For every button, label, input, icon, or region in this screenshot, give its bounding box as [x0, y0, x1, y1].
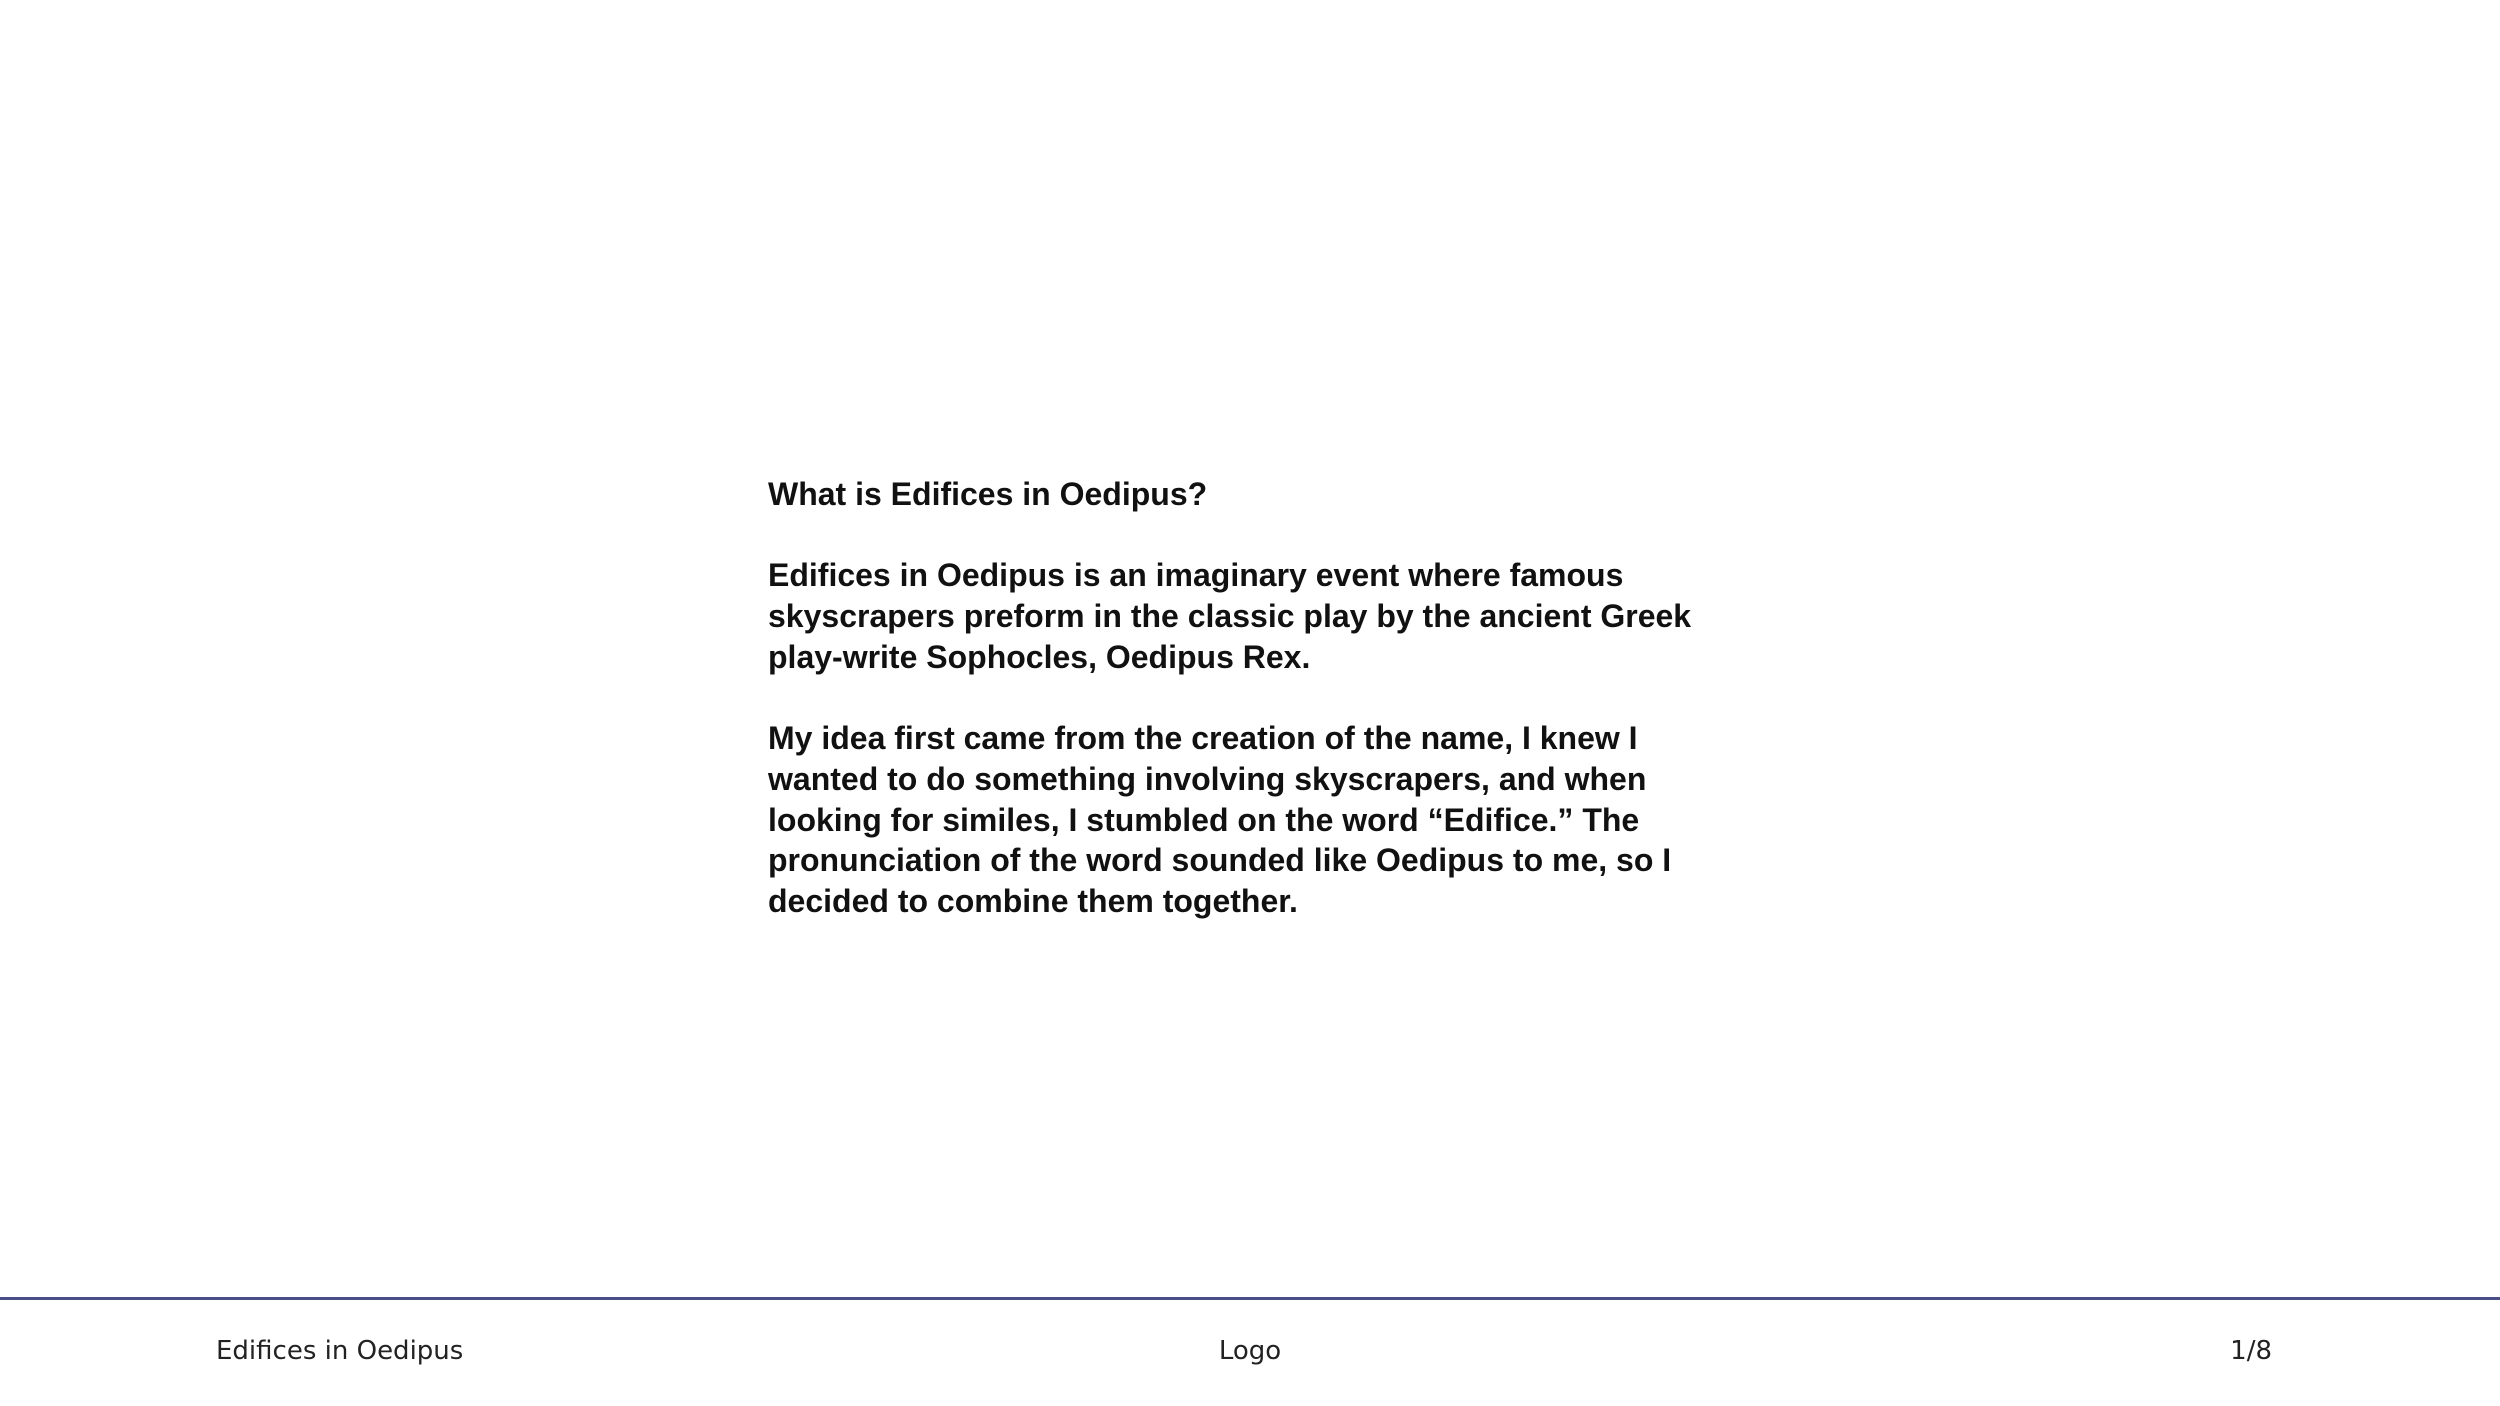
footer-divider [0, 1297, 2500, 1300]
origin-paragraph: My idea first came from the creation of the name, I knew I wanted to do something involving skyscrapers, and when looking for similes, I stumbled on the word “Edifice.” The pronunciation of the word sounded like Oedipus to me, so I decided to combine them together. [768, 720, 1672, 919]
footer-title: Edifices in Oedipus [216, 1336, 464, 1366]
intro-paragraph: Edifices in Oedipus is an imaginary event where famous skyscrapers preform in the classic play by the ancient Greek play-write Sophocles, Oedipus Rex. [768, 557, 1692, 675]
slide-heading: What is Edifices in Oedipus? [768, 476, 1208, 512]
slide-body [768, 474, 1728, 922]
page-number: 1/8 [2230, 1336, 2272, 1366]
footer-logo: Logo [1218, 1336, 1282, 1366]
